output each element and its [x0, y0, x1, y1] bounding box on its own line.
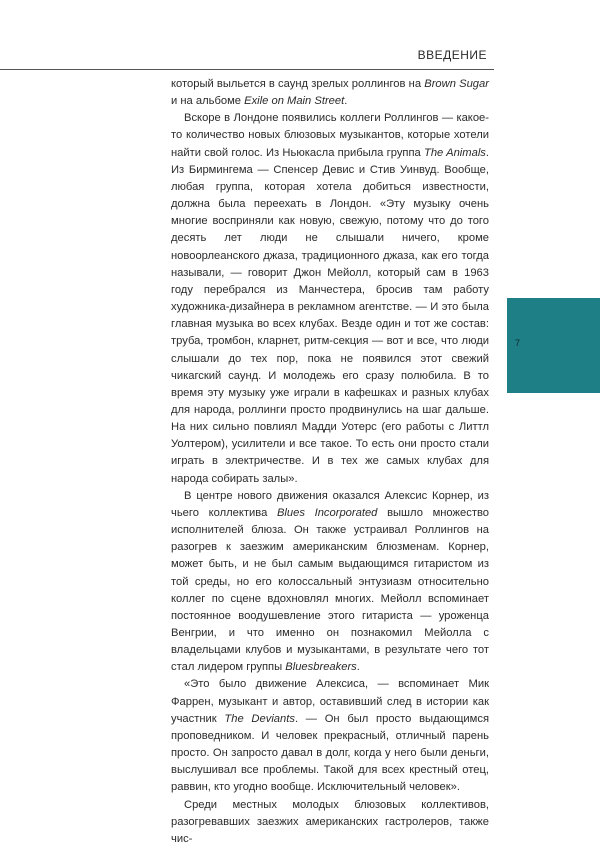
paragraph	[171, 76, 489, 110]
italic-title: Brown Sugar	[424, 78, 489, 90]
text-run: .	[344, 95, 348, 108]
text-run: вышло множество исполнителей блюза. Он также устраивал Роллингов на разогрев к заезжим американским блюзменам. Корнер, может быть, и не был самым выдающимся гитаристом из той среды, но его колоссальный энтузиазм относительно коллег по сцене вдохновлял многих. Мейолл вспоминает постоянное воодушевление этого гитариста — уроженца Венгрии, и что именно он познакомил Мейолла с владельцами клубов и музыкантами, в результате чего тот стал лидером группы	[171, 506, 489, 674]
text-run: Вскоре в Лондоне появились коллеги Роллингов — какое-то количество новых блюзовых музыкантов, которые хотели найти свой голос. Из Ньюкасла прибыла группа	[171, 112, 489, 159]
text-run: который выльется в саунд зрелых роллингов на	[171, 78, 425, 90]
text-run: Среди местных молодых блюзовых коллективов, разогревавших заезжих американских гастролеров, также чис-	[171, 798, 489, 845]
running-header: ВВЕДЕНИЕ	[417, 48, 487, 62]
text-run: . — Он был просто выдающимся проповедником. И человек прекрасный, отличный парень просто. Он запросто давал в долг, когда у него были деньги, выслушивал все проблемы. Такой для всех крестный отец, раввин, кто угодно вообще. Исключительный человек».	[171, 712, 490, 794]
paragraph	[171, 797, 489, 848]
italic-title: The Animals	[424, 146, 486, 159]
body-text	[171, 76, 489, 848]
text-run: «Это было движение Алексиса, — вспоминает Мик Фаррен, музыкант и автор, оставивший след в истории как участник	[171, 678, 489, 725]
header-rule	[0, 69, 494, 70]
text-run: . Из Бирмингема — Спенсер Девис и Стив Уинвуд. Вообще, любая группа, которая хотела добиться известности, должна была переехать в Лондон. «Эту музыку очень многие восприняли как новую, свежую, потому что до того десять лет люди не слышали ничего, кроме новоорлеанского джаза, традиционного джаза, как его тогда называли, — говорит Джон Мейолл, который сам в 1963 году перебрался из Манчестера, бросив там работу художника-дизайнера в рекламном агентстве. — И это была главная музыка во всех клубах. Везде один и тот же состав: труба, тромбон, кларнет, ритм-секция — вот и все, что люди слышали до тех пор, пока не появился этот свежий чикагский саунд. И молодежь его сразу полюбила. В то время эту музыку уже играли в кафешках и разных клубах для народа, роллинги просто продвинулись на шаг дальше. На них сильно повлиял Мадди Уотерс (его работы с Литтл Уолтером), усилители и все такое. То есть они просто стали играть в электричестве. И в тех же самых клубах для народа собирать залы».	[171, 146, 490, 485]
text-run: В центре нового движения оказался Алексис Корнер, из чьего коллектива	[171, 489, 489, 519]
italic-title: The Deviants	[224, 712, 295, 725]
paragraph	[171, 488, 489, 677]
chapter-tab	[507, 298, 600, 393]
paragraph	[171, 110, 489, 487]
italic-title: Exile on Main Street	[244, 95, 345, 108]
text-run: .	[356, 661, 360, 674]
italic-title: Bluesbreakers	[285, 661, 357, 674]
italic-title: Blues Incorporated	[276, 506, 378, 519]
page-number: 7	[515, 338, 521, 348]
text-run: и на альбоме	[171, 95, 245, 108]
paragraph	[171, 676, 489, 796]
